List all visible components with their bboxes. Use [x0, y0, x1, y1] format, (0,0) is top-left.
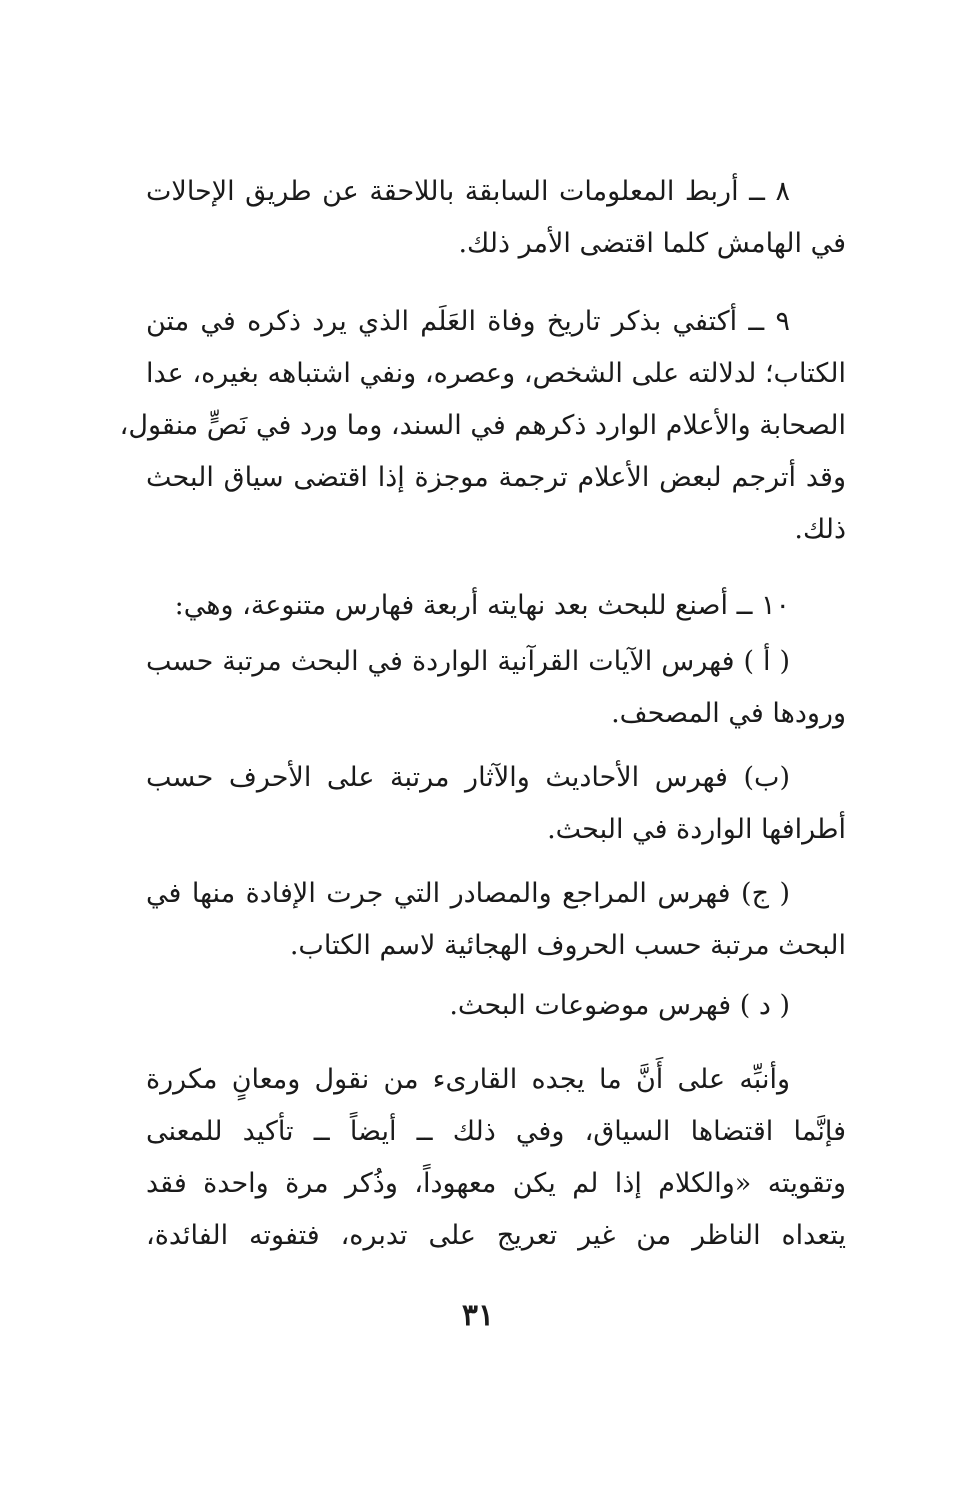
item-8-paragraph: [146, 166, 846, 270]
text-line: ( أ ) فهرس الآيات القرآنية الواردة في البحث مرتبة حسب: [146, 646, 790, 677]
item-10-paragraph: [146, 580, 846, 632]
sub-item-a: [146, 636, 846, 740]
text-line: وأنبِّه على أَنَّ ما يجده القارىء من نقول ومعانٍ مكررة: [146, 1064, 790, 1095]
sub-item-b: [146, 752, 846, 856]
text-line: الكتاب؛ لدلالته على الشخص، وعصره، ونفي اشتباهه بغيره، عدا: [146, 358, 846, 389]
text-line: البحث مرتبة حسب الحروف الهجائية لاسم الكتاب.: [289, 930, 846, 961]
sub-item-d: [146, 980, 846, 1032]
text-line: ٩ ــ أكتفي بذكر تاريخ وفاة العَلَم الذي يرد ذكره في متن: [146, 306, 790, 337]
text-line: الصحابة والأعلام الوارد ذكرهم في السند، وما ورد في نَصٍّ منقول،: [119, 410, 846, 441]
closing-paragraph: [146, 1054, 846, 1262]
text-line: وقد أترجم لبعض الأعلام ترجمة موجزة إذا اقتضى سياق البحث: [146, 462, 846, 493]
text-line: ١٠ ــ أصنع للبحث بعد نهايته أربعة فهارس متنوعة، وهي:: [174, 590, 790, 621]
text-line: أطرافها الواردة في البحث.: [547, 814, 846, 845]
text-line: ( ج) فهرس المراجع والمصادر التي جرت الإفادة منها في: [146, 878, 790, 909]
text-line: ٨ ــ أربط المعلومات السابقة باللاحقة عن طريق الإحالات: [146, 176, 790, 207]
text-line: فإنَّما اقتضاها السياق، وفي ذلك ــ أيضاً ــ تأكيد للمعنى: [146, 1116, 846, 1147]
text-line: (ب) فهرس الأحاديث والآثار مرتبة على الأحرف حسب: [146, 762, 790, 793]
text-line: ( د ) فهرس موضوعات البحث.: [449, 990, 790, 1021]
text-line: يتعداه الناظر من غير تعريج على تدبره، فتفوته الفائدة،: [146, 1220, 846, 1251]
text-line: وتقويته «والكلام إذا لم يكن معهوداً، وذُكر مرة واحدة فقد: [146, 1168, 846, 1199]
page-number: ٣١: [461, 1298, 495, 1333]
text-line: ورودها في المصحف.: [611, 698, 846, 729]
text-line: ذلك.: [794, 514, 846, 545]
item-9-paragraph: [119, 296, 846, 556]
sub-item-c: [146, 868, 846, 972]
text-line: في الهامش كلما اقتضى الأمر ذلك.: [458, 228, 846, 259]
